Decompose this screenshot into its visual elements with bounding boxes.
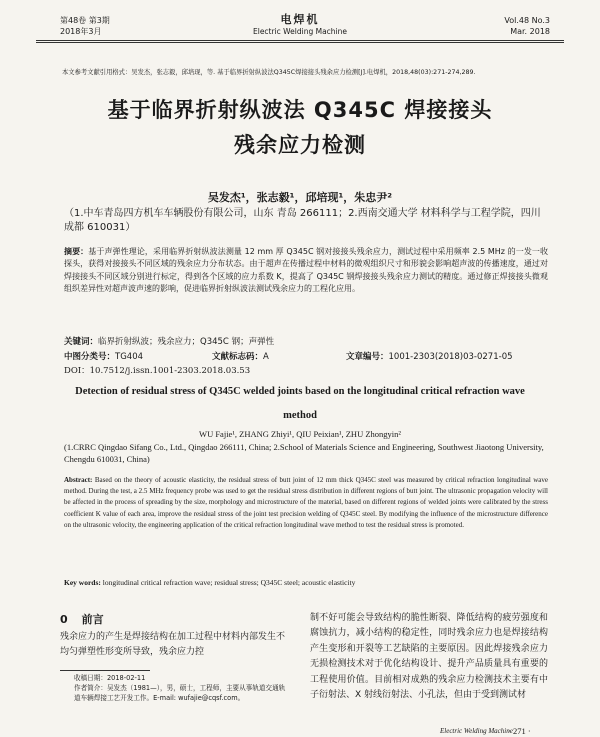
- article-label: 文章编号：: [346, 352, 389, 362]
- keywords-en-text: longitudinal critical refraction wave; residual stress; Q345C steel; acoustic elasticity: [102, 578, 356, 587]
- header-volume-en: Vol.48 No.3: [504, 16, 550, 25]
- header-journal-cn: 电焊机: [280, 13, 320, 26]
- authors-en: WU Fajie¹, ZHANG Zhiyi¹, QIU Peixian¹, ZHU Zhongyin²: [199, 429, 401, 439]
- header-date-en: Mar. 2018: [510, 27, 550, 36]
- keywords-cn-text: 临界折射纵波；残余应力；Q345C 钢；声弹性: [98, 337, 275, 347]
- section-title: 前言: [81, 613, 104, 626]
- article-field: [346, 351, 513, 363]
- abstract-cn-text: 基于声弹性理论，采用临界折射纵波法测量 12 mm 厚 Q345C 钢对接接头残余应力，测试过程中采用频率 2.5 MHz 的一发一收探头，获得对接接头不同区域的残余应力分布状态。由于超声在传播过程中材料的微观组织尺寸和形貌会影响超声波的传播速度，通过对焊接接头不同区域分别进行标定，得到各个区域的应力系数 K，提高了 Q345C 钢焊接接头残余应力测试的精度。通过修正焊接接头微观组织差异性对超声波声速的影响，促进临界折射纵波法测试残余应力的工程化应用。: [64, 247, 548, 293]
- article-value: 1001-2303(2018)03-0271-05: [388, 352, 513, 362]
- citation-format: 本文参考文献引用格式：吴发杰，张志毅，邱培现，等. 基于临界折射纵波法Q345C焊接接头残余应力检测[J].电焊机，2018,48(03):271-274,289.: [62, 69, 476, 76]
- doc-value: A: [263, 352, 269, 362]
- clc-label: 中图分类号：: [64, 352, 116, 362]
- section-number: 0: [60, 613, 68, 626]
- body-left-column: 残余应力的产生是焊接结构在加工过程中材料内部发生不均匀弹塑性形变所导致，残余应力控: [60, 632, 286, 658]
- body-right-column: 制不好可能会导致结构的脆性断裂、降低结构的疲劳强度和腐蚀抗力，减小结构的稳定性，同时残余应力也是焊接结构产生变形和开裂等工艺缺陷的主要原因。因此焊接残余应力无损检测技术对于优化结构设计、提升产品质量具有重要的工程使用价值。目前相对成熟的残余应力检测技术主要有中子衍射法、X 射线衍射法、小孔法，但由于受到测试材: [310, 613, 548, 701]
- keywords-cn-label: 关键词：: [64, 337, 99, 347]
- title-cn-line-2: 残余应力检测: [234, 133, 366, 157]
- footnote: [74, 673, 286, 704]
- authors-cn: 吴发杰¹，张志毅¹，邱培现¹，朱忠尹²: [207, 191, 393, 204]
- footnote-rule: [60, 670, 150, 671]
- abstract-en: [64, 475, 548, 531]
- header-rule-thin: [36, 42, 564, 43]
- affiliation-en: (1.CRRC Qingdao Sifang Co., Ltd., Qingdao 266111, China; 2.School of Materials Science and Engineering, Southwest Jiaotong University, Chengdu 610031, China): [64, 442, 544, 464]
- abstract-cn: [64, 246, 548, 295]
- abstract-en-text: Based on the theory of acoustic elasticity, the residual stress of butt joint of 12 mm thick Q345C steel was measured by critical refraction longitudinal wave method. During the test, a 2.5 MHz frequency probe was used to get the residual stress distribution in different regions of butt joint. The ultrasonic propagation velocity will be affected in the process of spreading by the size, morphology and microstructure of the material, based on different regions of welded joints were calibrated by the stress coefficient K value of each area, improve the residual stress of the joint test precision welding of Q345C steel. By modifying the influence of the microstructure difference on the ultrasonic velocity, the engineering application of the critical refraction longitudinal wave method to test the residual stress is promoted.: [64, 476, 549, 529]
- header-journal-en: Electric Welding Machine: [253, 27, 347, 36]
- classification-row: [64, 351, 548, 363]
- title-cn-line-1: 基于临界折射纵波法 Q345C 焊接接头: [107, 98, 493, 122]
- page-number: · 271 ·: [508, 726, 531, 736]
- header-volume-cn: 第48卷 第3期: [60, 16, 110, 25]
- abstract-en-label: Abstract:: [64, 476, 93, 484]
- header-date-cn: 2018年3月: [60, 27, 102, 36]
- keywords-cn: [64, 336, 548, 348]
- clc-value: TG404: [115, 352, 144, 362]
- clc-field: [64, 351, 143, 363]
- keywords-en: [64, 577, 548, 588]
- section-heading: [60, 613, 104, 627]
- abstract-cn-label: 摘要：: [64, 247, 89, 256]
- doc-label: 文献标志码：: [212, 352, 264, 362]
- keywords-en-label: Key words:: [64, 578, 101, 587]
- doi: DOI：10.7512/j.issn.1001-2303.2018.03.53: [64, 366, 251, 376]
- header-rule: [36, 40, 564, 41]
- doc-field: [212, 351, 269, 363]
- title-en: Detection of residual stress of Q345C welded joints based on the longitudinal critical refraction wave method: [75, 386, 525, 421]
- footnote-author: 作者简介：吴发杰（1981—），男，硕士，工程师，主要从事轨道交通轨道车辆焊接工艺开发工作。E-mail: wufajie@cqsf.com。: [74, 684, 286, 703]
- affiliation-cn: （1.中车青岛四方机车车辆股份有限公司，山东 青岛 266111；2.西南交通大学 材料科学与工程学院，四川 成都 610031）: [64, 208, 541, 233]
- footnote-received: 收稿日期：2018-02-11: [74, 674, 146, 682]
- footer-journal: Electric Welding Machine: [440, 727, 513, 735]
